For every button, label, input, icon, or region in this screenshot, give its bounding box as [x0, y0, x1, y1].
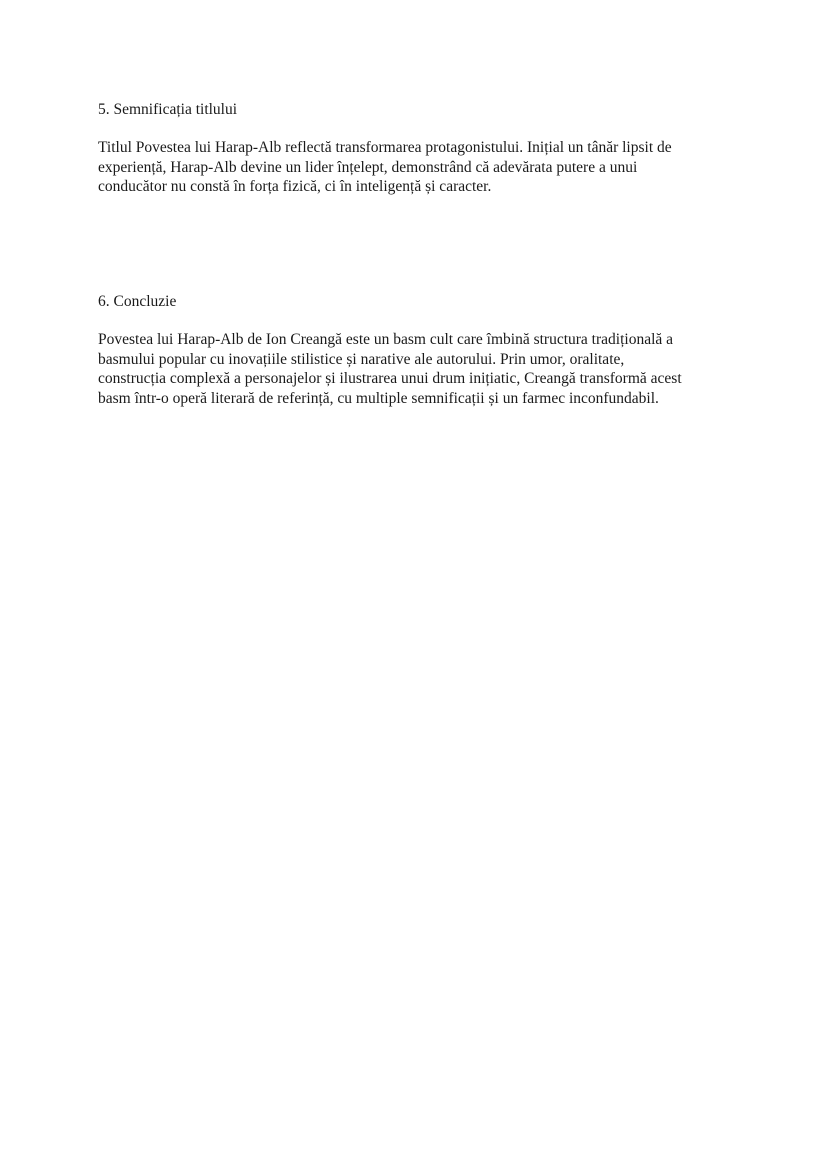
- paragraph-line: Titlul Povestea lui Harap-Alb reflectă transformarea protagonistului. Inițial un tânăr lipsit de: [98, 139, 672, 156]
- section-paragraph-conclusion: [98, 330, 738, 408]
- paragraph-line: basm într-o operă literară de referință, cu multiple semnificații și un farmec inconfundabil.: [98, 389, 659, 407]
- paragraph-line: experiență, Harap-Alb devine un lider înțelept, demonstrând că adevărata putere a unui: [98, 158, 638, 176]
- section-heading-conclusion: 6. Concluzie: [98, 293, 177, 310]
- paragraph-line: construcția complexă a personajelor și ilustrarea unui drum inițiatic, Creangă transformă acest: [98, 370, 682, 387]
- paragraph-line: conducător nu constă în forța fizică, ci în inteligență și caracter.: [98, 178, 492, 195]
- section-paragraph-title-significance: [98, 138, 738, 197]
- paragraph-line: Povestea lui Harap-Alb de Ion Creangă este un basm cult care îmbină structura tradițională a: [98, 331, 674, 348]
- section-heading-title-significance: 5. Semnificația titlului: [98, 101, 238, 118]
- paragraph-line: basmului popular cu inovațiile stilistice și narative ale autorului. Prin umor, oralitate,: [98, 350, 625, 368]
